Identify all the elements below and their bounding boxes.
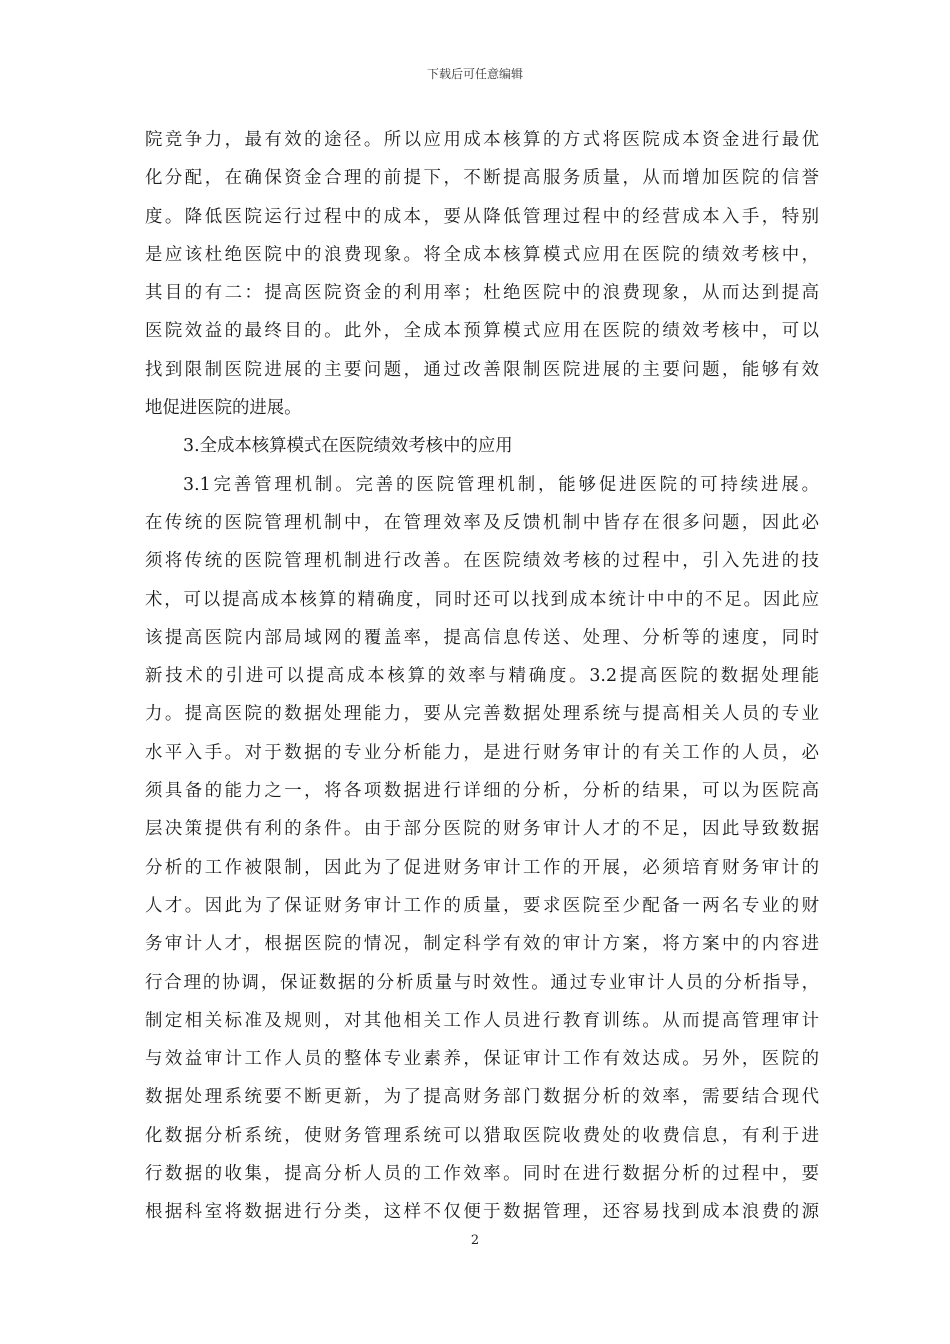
text-line: 须将传统的医院管理机制进行改善。在医院绩效考核的过程中，引入先进的技 — [145, 551, 819, 572]
section-heading: 3.全成本核算模式在医院绩效考核中的应用 — [183, 436, 513, 457]
paragraph-intro — [145, 121, 819, 427]
text-line: 该提高医院内部局域网的覆盖率，提高信息传送、处理、分析等的速度，同时 — [145, 627, 819, 648]
text-line: 在传统的医院管理机制中，在管理效率及反馈机制中皆存在很多问题，因此必 — [145, 512, 819, 533]
text-line: 根据科室将数据进行分类，这样不仅便于数据管理，还容易找到成本浪费的源 — [145, 1202, 819, 1223]
text-line: 水平入手。对于数据的专业分析能力，是进行财务审计的有关工作的人员，必 — [145, 742, 819, 763]
text-line: 行合理的协调，保证数据的分析质量与时效性。通过专业审计人员的分析指导， — [145, 972, 819, 993]
page-header: 下载后可任意编辑 — [426, 67, 523, 81]
text-line: 度。降低医院运行过程中的成本，要从降低管理过程中的经营成本入手，特别 — [145, 206, 819, 227]
text-line: 分析的工作被限制，因此为了促进财务审计工作的开展，必须培育财务审计的 — [145, 857, 819, 878]
text-line: 制定相关标准及规则，对其他相关工作人员进行教育训练。从而提高管理审计 — [145, 1010, 819, 1031]
text-line: 术，可以提高成本核算的精确度，同时还可以找到成本统计中中的不足。因此应 — [145, 589, 819, 610]
text-line: 找到限制医院进展的主要问题，通过改善限制医院进展的主要问题，能够有效 — [145, 359, 819, 380]
text-line: 须具备的能力之一，将各项数据进行详细的分析，分析的结果，可以为医院高 — [145, 781, 819, 802]
text-line: 医院效益的最终目的。此外，全成本预算模式应用在医院的绩效考核中，可以 — [145, 321, 819, 342]
page-number: 2 — [470, 1233, 480, 1248]
text-line: 层决策提供有利的条件。由于部分医院的财务审计人才的不足，因此导致数据 — [145, 819, 819, 840]
text-line: 是应该杜绝医院中的浪费现象。将全成本核算模式应用在医院的绩效考核中， — [145, 244, 819, 265]
text-line: 人才。因此为了保证财务审计工作的质量，要求医院至少配备一两名专业的财 — [145, 895, 819, 916]
text-line: 化分配，在确保资金合理的前提下，不断提高服务质量，从而增加医院的信誉 — [145, 168, 819, 189]
text-line: 3.1完善管理机制。完善的医院管理机制，能够促进医院的可持续进展。 — [183, 474, 819, 495]
paragraph-management — [145, 466, 819, 1232]
text-line: 力。提高医院的数据处理能力，要从完善数据处理系统与提高相关人员的专业 — [145, 704, 819, 725]
text-line: 地促进医院的进展。 — [145, 398, 302, 419]
text-line: 数据处理系统要不断更新，为了提高财务部门数据分析的效率，需要结合现代 — [145, 1087, 819, 1108]
text-line: 其目的有二：提高医院资金的利用率；杜绝医院中的浪费现象，从而达到提高 — [145, 283, 819, 304]
text-line: 与效益审计工作人员的整体专业素养，保证审计工作有效达成。另外，医院的 — [145, 1049, 819, 1070]
text-line: 行数据的收集，提高分析人员的工作效率。同时在进行数据分析的过程中，要 — [145, 1164, 819, 1185]
text-line: 务审计人才，根据医院的情况，制定科学有效的审计方案，将方案中的内容进 — [145, 934, 819, 955]
text-line: 新技术的引进可以提高成本核算的效率与精确度。3.2提高医院的数据处理能 — [145, 666, 819, 687]
text-line: 院竞争力，最有效的途径。所以应用成本核算的方式将医院成本资金进行最优 — [145, 130, 819, 150]
document-body — [145, 121, 819, 1232]
text-line: 化数据分析系统，使财务管理系统可以猎取医院收费处的收费信息，有利于进 — [145, 1125, 819, 1146]
